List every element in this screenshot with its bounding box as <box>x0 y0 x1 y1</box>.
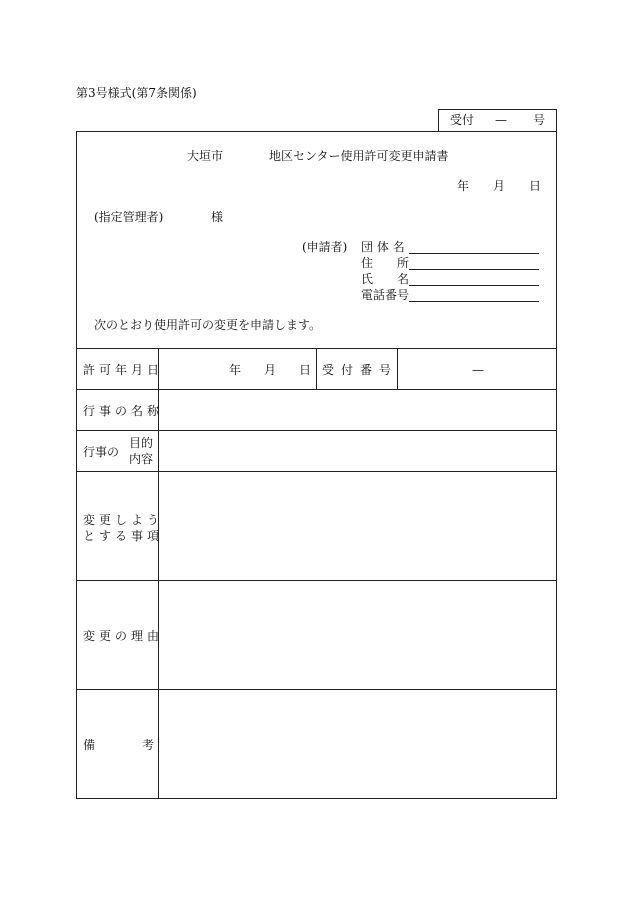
change-items-label-line1: 変更しよう <box>83 513 164 527</box>
permit-date-field[interactable] <box>160 350 314 387</box>
honorific-label: 様 <box>211 210 224 224</box>
event-name-label: 行事の名称 <box>83 404 164 418</box>
change-reason-field[interactable] <box>160 582 554 687</box>
row-divider <box>76 389 557 390</box>
row-divider <box>76 430 557 431</box>
applicant-name-label: 氏 名 <box>361 272 410 286</box>
form-title: 地区センター使用許可変更申請書 <box>269 149 449 163</box>
permit-month-label: 月 <box>264 363 277 377</box>
address-field[interactable] <box>409 269 539 270</box>
receipt-number-label: 受付番号 <box>322 363 399 377</box>
organization-name-field[interactable] <box>409 253 539 254</box>
event-content-label: 内容 <box>129 452 154 466</box>
row-divider <box>76 580 557 581</box>
row-divider <box>76 471 557 472</box>
date-year-label: 年 <box>457 179 470 193</box>
receipt-label: 受付 <box>450 113 475 127</box>
remarks-label-right: 考 <box>142 738 155 752</box>
applicant-label: (申請者) <box>302 240 348 254</box>
remarks-label-left: 備 <box>83 738 96 752</box>
receipt-suffix: 号 <box>533 113 546 127</box>
event-purpose-content-field[interactable] <box>160 432 554 469</box>
phone-number-label: 電話番号 <box>361 288 410 302</box>
address-label: 住 所 <box>361 256 410 270</box>
form-number-label: 第3号様式(第7条関係) <box>76 86 197 100</box>
applicant-name-field[interactable] <box>409 285 539 286</box>
receipt-number-divider <box>316 348 317 389</box>
organization-name-label: 団 体 名 <box>361 240 405 254</box>
event-label-prefix: 行事の <box>83 445 120 459</box>
event-name-field[interactable] <box>160 391 554 428</box>
change-reason-label: 変更の理由 <box>83 629 164 643</box>
receipt-dash: — <box>495 113 507 127</box>
change-items-field[interactable] <box>160 473 554 578</box>
change-items-label-line2: とする事項 <box>83 529 164 543</box>
date-month-label: 月 <box>493 179 506 193</box>
receipt-number-field[interactable] <box>399 350 554 387</box>
permit-day-label: 日 <box>299 363 312 377</box>
city-name: 大垣市 <box>187 149 224 163</box>
receipt-number-value: — <box>472 363 484 377</box>
row-divider <box>76 689 557 690</box>
remarks-field[interactable] <box>160 691 554 796</box>
request-statement: 次のとおり使用許可の変更を申請します。 <box>94 318 322 332</box>
event-purpose-label: 目的 <box>129 436 154 450</box>
permit-date-label: 許可年月日 <box>83 363 164 377</box>
date-day-label: 日 <box>529 179 542 193</box>
addressee-label: (指定管理者) <box>94 210 164 224</box>
permit-year-label: 年 <box>229 363 242 377</box>
phone-number-field[interactable] <box>409 301 539 302</box>
